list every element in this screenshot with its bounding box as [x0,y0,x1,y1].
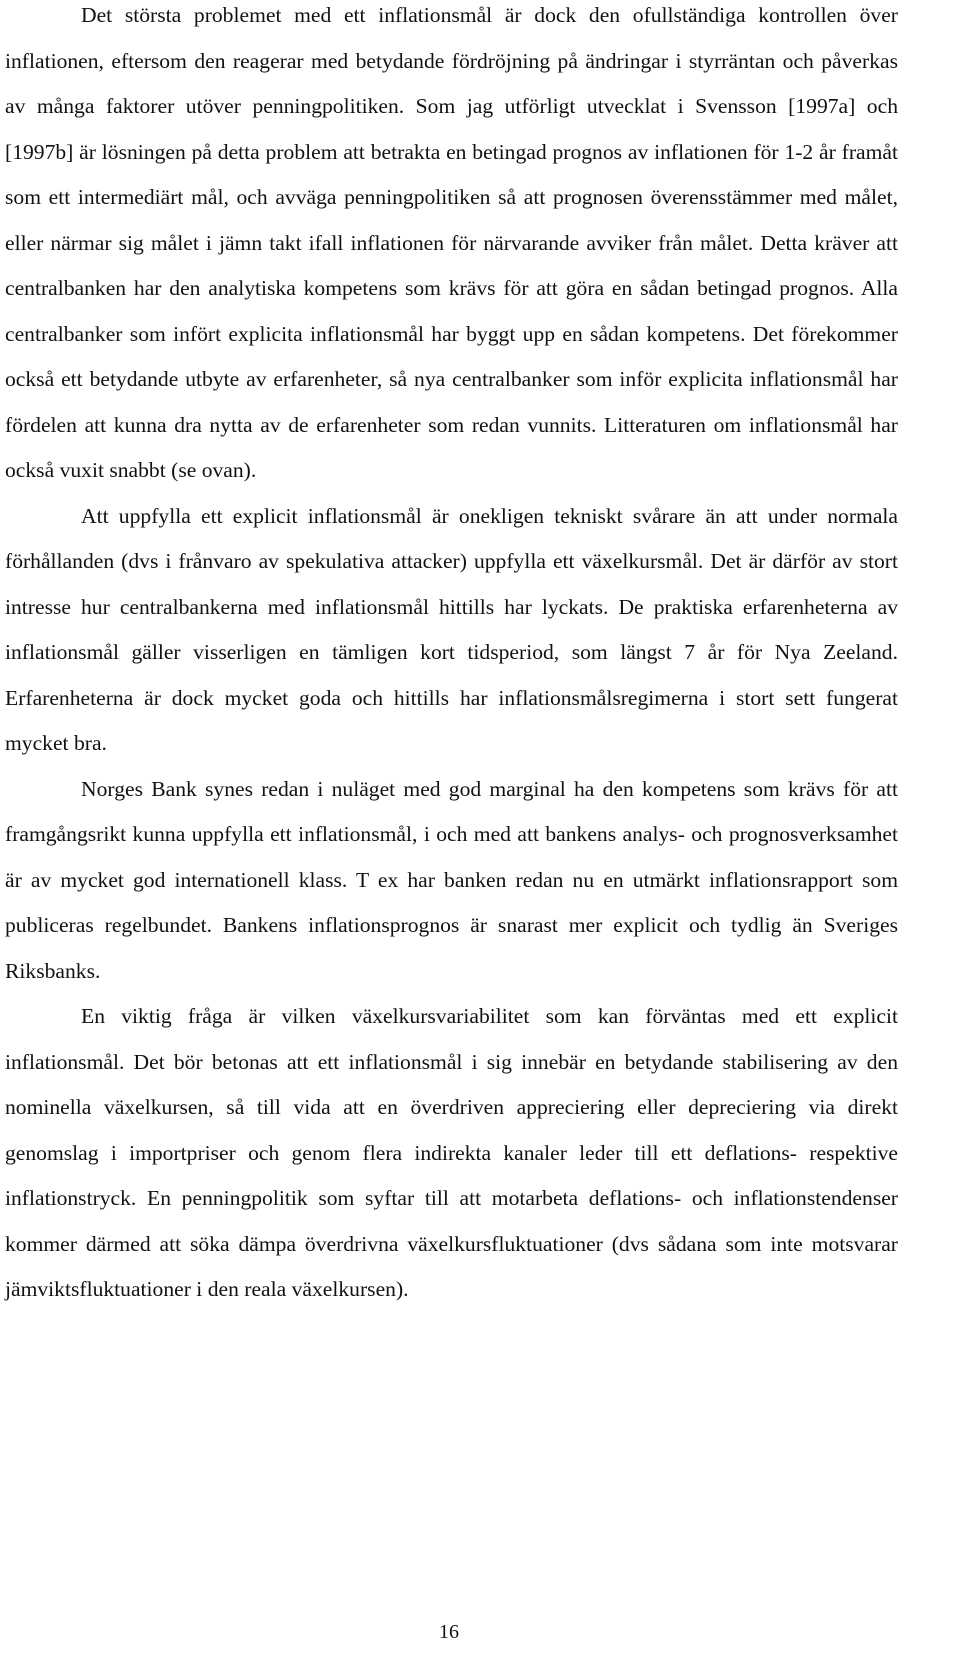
page-number: 16 [439,1621,459,1643]
paragraph-4: En viktig fråga är vilken växelkursvariabilitet som kan förväntas med ett explicit inflationsmål. Det bör betonas att ett inflationsmål i sig innebär en betydande stabilisering av den nominella växelkursen, så till vida att en överdriven appreciering eller depreciering via direkt genomslag i importpriser och genom flera indirekta kanaler leder till ett deflations- respektive inflationstryck. En penningpolitik som syftar till att motarbeta deflations- och inflationstendenser kommer därmed att söka dämpa överdrivna växelkursfluktuationer (dvs sådana som inte motsvarar jämviktsfluktuationer i den reala växelkursen). [5,1004,898,1301]
paragraph-3: Norges Bank synes redan i nuläget med god marginal ha den kompetens som krävs för att framgångsrikt kunna uppfylla ett inflationsmål, i och med att bankens analys- och prognosverksamhet är av mycket god internationell klass. T ex har banken redan nu en utmärkt inflationsrapport som publiceras regelbundet. Bankens inflationsprognos är snarast mer explicit och tydlig än Sveriges Riksbanks. [5,776,898,983]
document-page [5,0,898,1313]
paragraph-1: Det största problemet med ett inflationsmål är dock den ofullständiga kontrollen över inflationen, eftersom den reagerar med betydande fördröjning på ändringar i styrräntan och påverkas av många faktorer utöver penningpolitiken. Som jag utförligt utvecklat i Svensson [1997a] och [1997b] är lösningen på detta problem att betrakta en betingad prognos av inflationen för 1-2 år framåt som ett intermediärt mål, och avväga penningpolitiken så att prognosen överensstämmer med målet, eller närmar sig målet i jämn takt ifall inflationen för närvarande avviker från målet. Detta kräver att centralbanken har den analytiska kompetens som krävs för att göra en sådan betingad prognos. Alla centralbanker som infört explicita inflationsmål har byggt upp en sådan kompetens. Det förekommer också ett betydande utbyte av erfarenheter, så nya centralbanker som inför explicita inflationsmål har fördelen att kunna dra nytta av de erfarenheter som redan vunnits. Litteraturen om inflationsmål har också vuxit snabbt (se ovan). [5,3,898,482]
paragraph-2: Att uppfylla ett explicit inflationsmål är onekligen tekniskt svårare än att under normala förhållanden (dvs i frånvaro av spekulativa attacker) uppfylla ett växelkursmål. Det är därför av stort intresse hur centralbankerna med inflationsmål hittills har lyckats. De praktiska erfarenheterna av inflationsmål gäller visserligen en tämligen kort tidsperiod, som längst 7 år för Nya Zeeland. Erfarenheterna är dock mycket goda och hittills har inflationsmålsregimerna i stort sett fungerat mycket bra. [5,503,898,755]
